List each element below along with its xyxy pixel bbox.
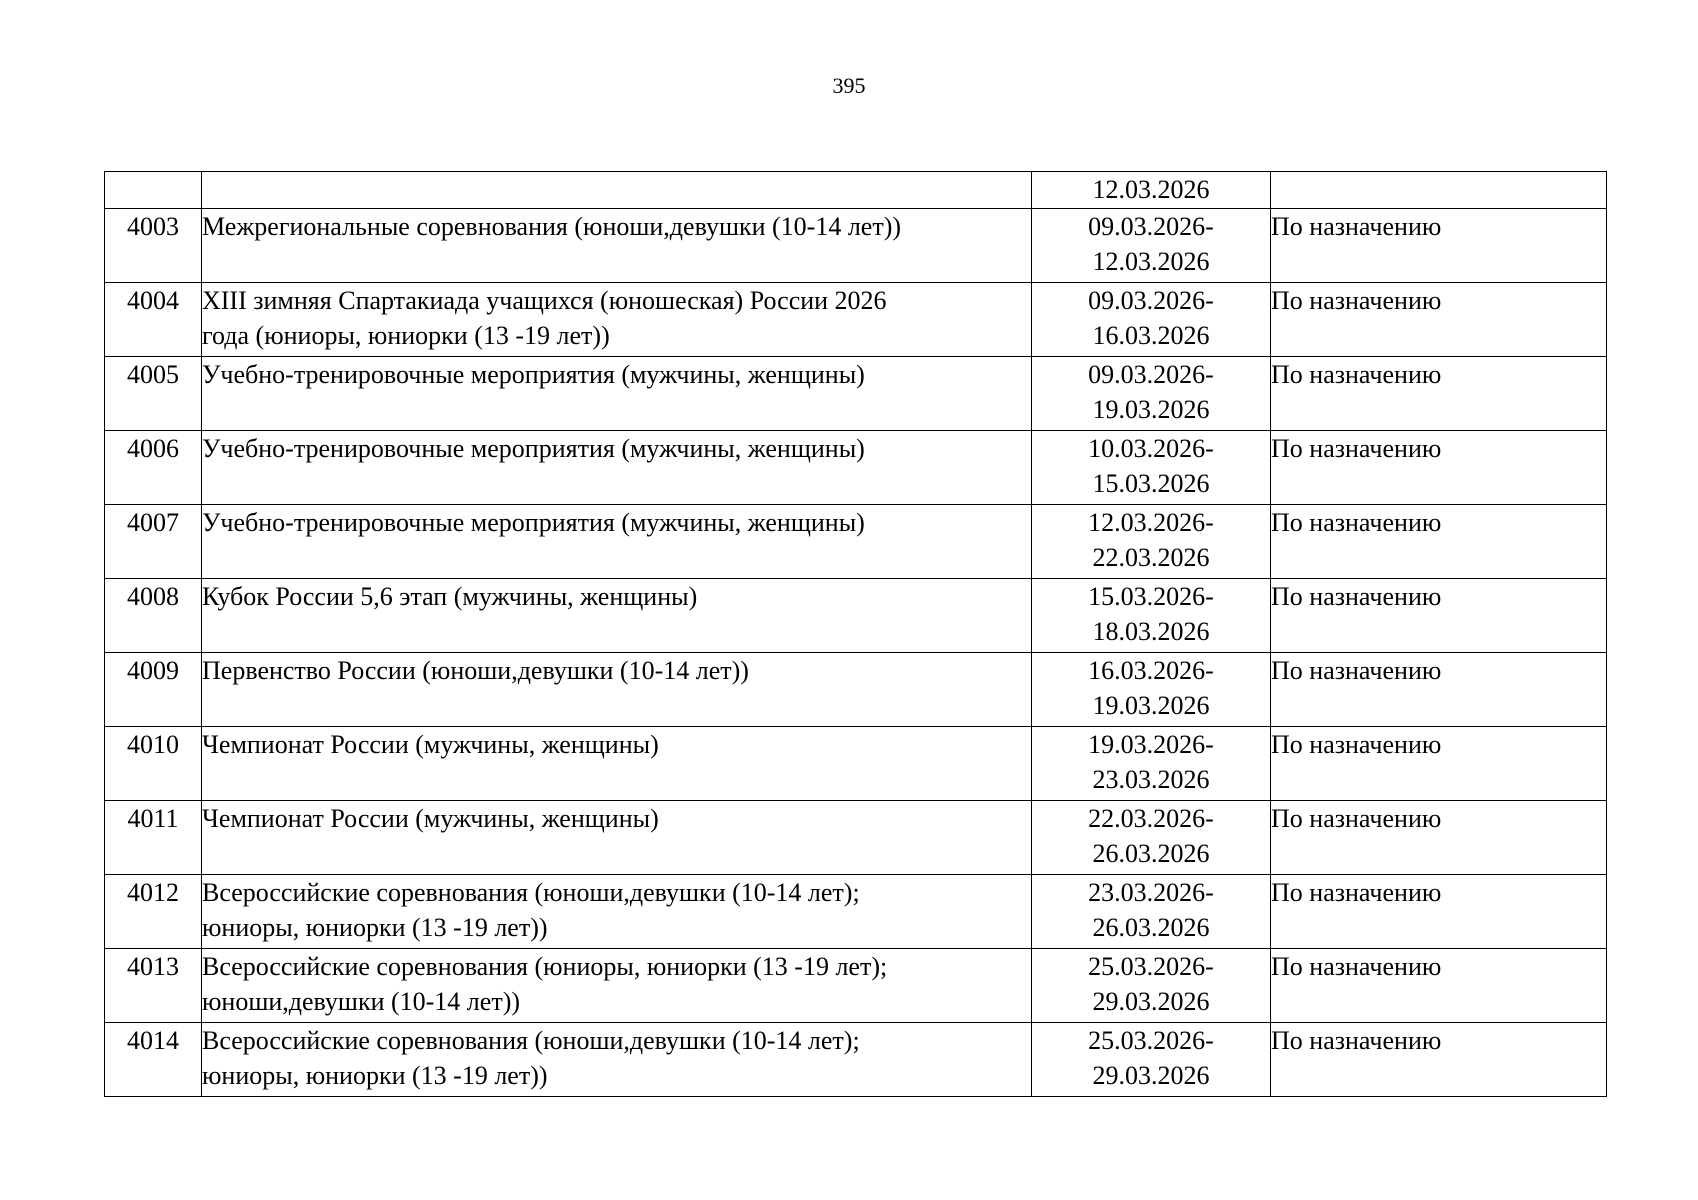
event-place-cell: По назначению	[1271, 949, 1607, 1023]
event-date-end: 15.03.2026	[1092, 469, 1210, 498]
event-date-start: 12.03.2026-	[1088, 508, 1214, 537]
event-number-cell: 4014	[105, 1023, 202, 1097]
event-place-cell: По назначению	[1271, 1023, 1607, 1097]
event-date-start: 22.03.2026-	[1088, 804, 1214, 833]
event-date-start: 09.03.2026-	[1088, 286, 1214, 315]
table-row	[105, 283, 1607, 357]
event-date-start: 09.03.2026-	[1088, 360, 1214, 389]
event-place-cell: По назначению	[1271, 357, 1607, 431]
event-name-line: Кубок России 5,6 этап (мужчины, женщины)	[202, 582, 698, 611]
event-name-line: Всероссийские соревнования (юноши,девушки (10-14 лет);	[202, 1026, 860, 1055]
event-date-end: 26.03.2026	[1092, 913, 1210, 942]
event-dates-cell	[1032, 727, 1271, 801]
event-name-cell	[202, 653, 1032, 727]
event-date-end: 29.03.2026	[1092, 1061, 1210, 1090]
event-dates-cell	[1032, 283, 1271, 357]
event-name-line: Межрегиональные соревнования (юноши,девушки (10-14 лет))	[202, 212, 902, 241]
event-name-line: Учебно-тренировочные мероприятия (мужчины, женщины)	[202, 508, 865, 537]
event-date-start: 09.03.2026-	[1088, 212, 1214, 241]
event-number-cell: 4005	[105, 357, 202, 431]
event-name-line: юниоры, юниорки (13 -19 лет))	[202, 1061, 548, 1090]
event-number-cell	[105, 172, 202, 209]
event-name-cell	[202, 209, 1032, 283]
event-name-line: юниоры, юниорки (13 -19 лет))	[202, 913, 548, 942]
event-date-end: 26.03.2026	[1092, 839, 1210, 868]
event-number-cell: 4003	[105, 209, 202, 283]
event-date-end: 18.03.2026	[1092, 617, 1210, 646]
table-row	[105, 727, 1607, 801]
page-number: 395	[832, 73, 866, 98]
event-number-cell: 4008	[105, 579, 202, 653]
event-dates-cell	[1032, 653, 1271, 727]
table-row	[105, 653, 1607, 727]
event-dates-cell	[1032, 431, 1271, 505]
event-name-line: года (юниоры, юниорки (13 -19 лет))	[202, 321, 610, 350]
event-name-line: XIII зимняя Спартакиада учащихся (юношеская) России 2026	[202, 286, 887, 315]
table-row	[105, 1023, 1607, 1097]
event-date-end: 12.03.2026	[1092, 247, 1210, 276]
event-name-cell	[202, 801, 1032, 875]
event-dates-cell	[1032, 801, 1271, 875]
event-name-cell	[202, 431, 1032, 505]
event-name-line: юноши,девушки (10-14 лет))	[202, 987, 521, 1016]
event-number-cell: 4011	[105, 801, 202, 875]
event-number-cell: 4012	[105, 875, 202, 949]
event-place-cell: По назначению	[1271, 801, 1607, 875]
event-name-cell	[202, 172, 1032, 209]
event-place-cell: По назначению	[1271, 653, 1607, 727]
event-name-cell	[202, 875, 1032, 949]
event-dates-cell	[1032, 1023, 1271, 1097]
event-date-end: 19.03.2026	[1092, 691, 1210, 720]
event-number-cell: 4006	[105, 431, 202, 505]
event-dates-cell	[1032, 357, 1271, 431]
events-table-body	[105, 172, 1607, 1097]
table-row	[105, 357, 1607, 431]
event-name-cell	[202, 579, 1032, 653]
event-place-cell	[1271, 172, 1607, 209]
event-name-line: Всероссийские соревнования (юноши,девушки (10-14 лет);	[202, 878, 860, 907]
table-row	[105, 209, 1607, 283]
event-dates-cell	[1032, 505, 1271, 579]
event-date-start: 25.03.2026-	[1088, 1026, 1214, 1055]
event-name-cell	[202, 727, 1032, 801]
event-date-start: 23.03.2026-	[1088, 878, 1214, 907]
event-dates-cell	[1032, 579, 1271, 653]
event-number-cell: 4007	[105, 505, 202, 579]
table-row	[105, 949, 1607, 1023]
event-place-cell: По назначению	[1271, 727, 1607, 801]
event-place-cell: По назначению	[1271, 283, 1607, 357]
event-name-cell	[202, 357, 1032, 431]
event-name-line: Первенство России (юноши,девушки (10-14 лет))	[202, 656, 749, 685]
event-name-line: Учебно-тренировочные мероприятия (мужчины, женщины)	[202, 434, 865, 463]
event-date-start: 16.03.2026-	[1088, 656, 1214, 685]
event-place-cell: По назначению	[1271, 431, 1607, 505]
event-name-line: Учебно-тренировочные мероприятия (мужчины, женщины)	[202, 360, 865, 389]
event-name-line: Всероссийские соревнования (юниоры, юниорки (13 -19 лет);	[202, 952, 888, 981]
event-place-cell: По назначению	[1271, 209, 1607, 283]
table-row	[105, 505, 1607, 579]
event-date-start: 25.03.2026-	[1088, 952, 1214, 981]
table-row-continuation	[105, 172, 1607, 209]
event-place-cell: По назначению	[1271, 505, 1607, 579]
event-number-cell: 4009	[105, 653, 202, 727]
table-row	[105, 875, 1607, 949]
event-date-end: 16.03.2026	[1092, 321, 1210, 350]
events-table	[104, 171, 1607, 1097]
event-name-cell	[202, 283, 1032, 357]
event-name-cell	[202, 1023, 1032, 1097]
event-date-start: 15.03.2026-	[1088, 582, 1214, 611]
event-name-cell	[202, 505, 1032, 579]
table-row	[105, 431, 1607, 505]
event-date-end: 19.03.2026	[1092, 395, 1210, 424]
event-dates-cell	[1032, 875, 1271, 949]
event-number-cell: 4013	[105, 949, 202, 1023]
event-date-end: 12.03.2026	[1092, 175, 1210, 204]
table-row	[105, 579, 1607, 653]
event-date-end: 29.03.2026	[1092, 987, 1210, 1016]
event-dates-cell	[1032, 172, 1271, 209]
event-dates-cell	[1032, 949, 1271, 1023]
event-date-end: 23.03.2026	[1092, 765, 1210, 794]
event-number-cell: 4010	[105, 727, 202, 801]
event-date-end: 22.03.2026	[1092, 543, 1210, 572]
event-name-line: Чемпионат России (мужчины, женщины)	[202, 804, 659, 833]
event-dates-cell	[1032, 209, 1271, 283]
event-name-line: Чемпионат России (мужчины, женщины)	[202, 730, 659, 759]
event-number-cell: 4004	[105, 283, 202, 357]
event-place-cell: По назначению	[1271, 875, 1607, 949]
table-row	[105, 801, 1607, 875]
event-name-cell	[202, 949, 1032, 1023]
event-date-start: 10.03.2026-	[1088, 434, 1214, 463]
event-place-cell: По назначению	[1271, 579, 1607, 653]
event-date-start: 19.03.2026-	[1088, 730, 1214, 759]
